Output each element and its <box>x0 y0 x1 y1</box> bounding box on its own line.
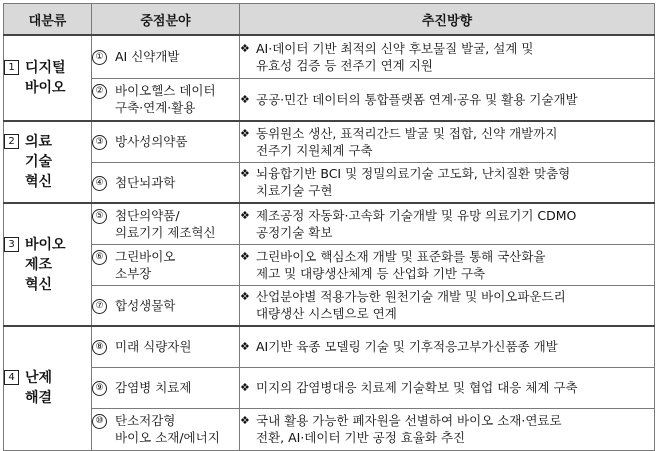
area-name: 감염병 치료제 <box>115 380 192 395</box>
direction-text: 그린바이오 핵심소재 개발 및 표준화를 통해 국산화율 제고 및 대량생산체계 등 산업화 기반 구축 <box>256 248 546 281</box>
direction-text: 공공·민간 데이터의 통합플랫폼 연계·공유 및 활용 기술개발 <box>256 91 578 107</box>
direction-cell <box>240 121 655 162</box>
table-row <box>4 244 655 285</box>
category-name: 난제 해결 <box>25 370 53 407</box>
diamond-bullet-icon: ❖ <box>240 167 250 181</box>
diamond-bullet-icon: ❖ <box>240 92 250 106</box>
direction-cell <box>240 78 655 121</box>
category-name: 의료 기술 혁신 <box>25 134 53 190</box>
direction-text: 제조공정 자동화·고속화 기술개발 및 유망 의료기기 CDMO 공정기술 확보 <box>256 207 577 240</box>
direction-text: 뇌융합기반 BCI 및 정밀의료기술 고도화, 난치질환 맞춤형 치료기술 구현 <box>256 166 571 199</box>
area-name: 첨단의약품/ 의료기기 제조혁신 <box>115 207 216 240</box>
table-row <box>4 35 655 78</box>
diamond-bullet-icon: ❖ <box>240 41 250 55</box>
category-cell <box>4 35 92 121</box>
area-name: 그린바이오 소부장 <box>115 248 176 281</box>
area-name: 미래 식량자원 <box>115 339 192 355</box>
direction-cell <box>240 408 655 450</box>
area-cell <box>92 162 240 203</box>
direction-text: 미지의 감염병대응 치료제 기술확보 및 협업 대응 체계 구축 <box>256 380 578 395</box>
area-cell <box>92 408 240 450</box>
area-name: 탄소저감형 바이오 소재/에너지 <box>115 413 220 445</box>
direction-text: 산업분야별 적용가능한 원천기술 개발 및 바이오파운드리 대량생산 시스템으로 연계 <box>256 289 566 322</box>
direction-text: AI기반 육종 모델링 기술 및 기후적응고부가신품종 개발 <box>256 339 558 355</box>
table-row <box>4 367 655 408</box>
area-number-circle: ③ <box>92 135 107 150</box>
diamond-bullet-icon: ❖ <box>240 340 250 354</box>
area-number-circle: ⑧ <box>92 340 107 355</box>
area-cell <box>92 244 240 285</box>
table-row <box>4 408 655 450</box>
header-row <box>4 4 655 36</box>
category-name: 디지털 바이오 <box>25 60 66 96</box>
category-number-box: 1 <box>4 60 19 75</box>
area-cell <box>92 285 240 326</box>
table-row <box>4 121 655 162</box>
area-cell <box>92 121 240 162</box>
diamond-bullet-icon: ❖ <box>240 126 250 140</box>
area-number-circle: ⑩ <box>92 414 107 429</box>
area-number-circle: ⑦ <box>92 299 107 314</box>
direction-cell <box>240 285 655 326</box>
area-name: 바이오헬스 데이터 구축·연계·활용 <box>115 83 216 116</box>
direction-cell <box>240 162 655 203</box>
area-number-circle: ② <box>92 84 107 99</box>
area-number-circle: ⑨ <box>92 381 107 396</box>
diamond-bullet-icon: ❖ <box>240 208 250 222</box>
area-number-circle: ⑥ <box>92 250 107 265</box>
direction-text: AI·데이터 기반 최적의 신약 후보물질 발굴, 설계 및 유효성 검증 등 전주기 연계 지원 <box>256 40 534 73</box>
category-number-box: 3 <box>4 237 19 252</box>
strategy-table <box>3 3 655 451</box>
direction-cell <box>240 35 655 78</box>
table-row <box>4 326 655 367</box>
direction-cell <box>240 203 655 244</box>
table-row <box>4 78 655 121</box>
direction-text: 국내 활용 가능한 폐자원을 선별하여 바이오 소재·연료로 전환, AI·데이터 기반 공정 효율화 추진 <box>256 413 562 445</box>
direction-cell <box>240 326 655 367</box>
category-cell <box>4 326 92 450</box>
area-name: AI 신약개발 <box>115 49 180 65</box>
area-name: 첨단뇌과학 <box>115 174 176 190</box>
header-direction: 추진방향 <box>240 4 655 36</box>
diamond-bullet-icon: ❖ <box>240 381 250 394</box>
direction-text: 동위원소 생산, 표적리간드 발굴 및 접합, 신약 개발까지 전주기 지원체계 구축 <box>256 125 558 158</box>
category-cell <box>4 121 92 203</box>
area-cell <box>92 326 240 367</box>
table-row <box>4 203 655 244</box>
area-number-circle: ⑤ <box>92 209 107 224</box>
table-row <box>4 285 655 326</box>
category-name: 바이오 제조 혁신 <box>25 236 66 293</box>
table-row <box>4 162 655 203</box>
area-number-circle: ① <box>92 50 107 65</box>
area-cell <box>92 367 240 408</box>
direction-cell <box>240 244 655 285</box>
area-cell <box>92 35 240 78</box>
diamond-bullet-icon: ❖ <box>240 290 250 304</box>
header-category: 대분류 <box>4 4 92 36</box>
category-cell <box>4 203 92 326</box>
area-name: 방사성의약품 <box>115 134 188 150</box>
diamond-bullet-icon: ❖ <box>240 414 250 427</box>
area-cell <box>92 203 240 244</box>
area-name: 합성생물학 <box>115 297 176 313</box>
category-number-box: 4 <box>4 370 19 385</box>
area-cell <box>92 78 240 121</box>
header-area: 중점분야 <box>92 4 240 36</box>
direction-cell <box>240 367 655 408</box>
category-number-box: 2 <box>4 134 19 149</box>
diamond-bullet-icon: ❖ <box>240 249 250 263</box>
area-number-circle: ④ <box>92 176 107 191</box>
